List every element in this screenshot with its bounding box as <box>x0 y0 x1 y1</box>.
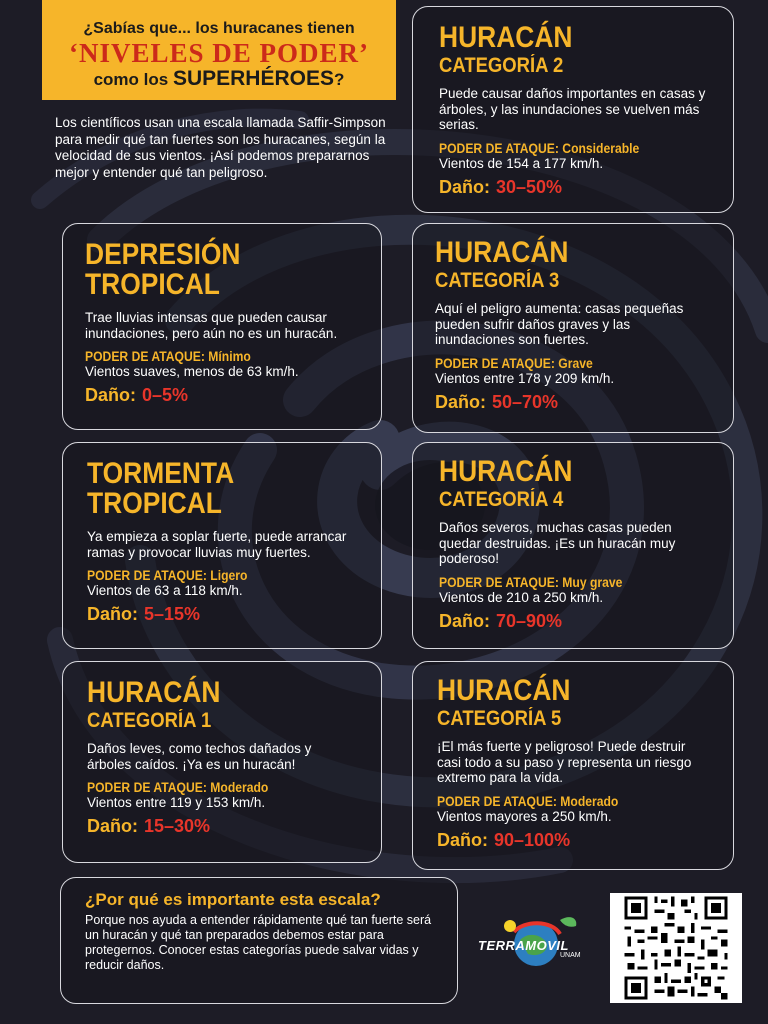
card-tormenta-tropical <box>62 442 382 649</box>
card-title: HURACÁN <box>439 21 573 54</box>
damage-label: Daño: <box>439 610 490 631</box>
card-description: ¡El más fuerte y peligroso! Puede destruir casi todo a su paso y representa un riesgo extremo para la vida. <box>437 739 692 785</box>
card-title: HURACÁN <box>437 674 571 707</box>
intro-paragraph: Los científicos usan una escala llamada Saffir-Simpson para medir qué tan fuertes son los huracanes, según la velocidad de sus vientos. ¡Así podemos prepararnos mejor y entender qué tan peligroso. <box>55 115 386 180</box>
card-subtitle: CATEGORÍA 3 <box>435 269 560 292</box>
card-subtitle: TROPICAL <box>85 268 220 301</box>
importance-question: ¿Por qué es importante esta escala? <box>85 890 381 909</box>
wind-speed: Vientos entre 119 y 153 km/h. <box>87 795 266 810</box>
card-subtitle: TROPICAL <box>87 487 222 520</box>
card-title: HURACÁN <box>435 236 569 269</box>
wind-speed: Vientos entre 178 y 209 km/h. <box>435 370 615 386</box>
card-description: Daños leves, como techos dañados y árboles caídos. ¡Ya es un huracán! <box>87 741 312 772</box>
attack-power: PODER DE ATAQUE: Moderado <box>437 793 619 809</box>
card-title: TORMENTA <box>87 457 235 490</box>
logo-subtitle: UNAM <box>560 952 581 959</box>
damage-row <box>439 611 707 632</box>
damage-value: 90–100% <box>494 829 571 850</box>
damage-value: 0–5% <box>142 385 189 405</box>
damage-label: Daño: <box>85 385 136 405</box>
logo-name: TERRAMOVIL <box>478 938 569 953</box>
card-depresion-tropical <box>62 223 382 430</box>
damage-row <box>439 177 707 198</box>
card-description: Trae lluvias intensas que pueden causar inundaciones, pero aún no es un huracán. <box>85 310 338 341</box>
card-description: Ya empieza a soplar fuerte, puede arrancar ramas y provocar lluvias muy fuertes. <box>87 529 347 560</box>
damage-row <box>87 816 357 837</box>
attack-power: PODER DE ATAQUE: Moderado <box>87 780 269 795</box>
wind-speed: Vientos suaves, menos de 63 km/h. <box>85 364 299 379</box>
card-huracan-cat2 <box>412 6 734 213</box>
card-subtitle: CATEGORÍA 1 <box>87 709 212 732</box>
card-title: HURACÁN <box>439 455 573 488</box>
damage-label: Daño: <box>439 176 490 197</box>
headline-line-3 <box>42 68 396 91</box>
wind-speed: Vientos de 63 a 118 km/h. <box>87 583 243 598</box>
headline-line-3a: como los <box>93 70 169 89</box>
damage-row <box>435 392 711 413</box>
damage-label: Daño: <box>87 816 138 836</box>
headline-box <box>42 0 396 100</box>
importance-answer: Porque nos ayuda a entender rápidamente qué tan fuerte será un huracán y qué tan preparados debemos estar para protegernos. Conocer estas categorías puede salvar vidas y reducir daños. <box>85 913 432 972</box>
card-description: Puede causar daños importantes en casas y árboles, y las inundaciones se vuelven más serias. <box>439 86 706 132</box>
damage-row <box>85 385 359 406</box>
card-huracan-cat1 <box>62 661 382 863</box>
damage-label: Daño: <box>437 829 488 850</box>
damage-value: 30–50% <box>496 176 563 197</box>
card-huracan-cat3 <box>412 223 734 433</box>
damage-value: 15–30% <box>144 816 211 836</box>
damage-row <box>437 830 709 851</box>
attack-power: PODER DE ATAQUE: Grave <box>435 355 593 371</box>
card-description: Daños severos, muchas casas pueden quedar destruidas. ¡Es un huracán muy poderoso! <box>439 520 676 566</box>
card-subtitle: CATEGORÍA 2 <box>439 54 564 77</box>
wind-speed: Vientos de 210 a 250 km/h. <box>439 589 604 605</box>
damage-value: 70–90% <box>496 610 563 631</box>
wind-speed: Vientos mayores a 250 km/h. <box>437 808 612 824</box>
damage-value: 50–70% <box>492 391 559 412</box>
importance-box <box>60 877 458 1004</box>
card-title: HURACÁN <box>87 676 221 709</box>
card-title: DEPRESIÓN <box>85 238 241 271</box>
attack-power: PODER DE ATAQUE: Considerable <box>439 140 640 156</box>
attack-power: PODER DE ATAQUE: Ligero <box>87 568 248 583</box>
card-subtitle: CATEGORÍA 4 <box>439 488 564 511</box>
card-huracan-cat5 <box>412 661 734 870</box>
damage-label: Daño: <box>435 391 486 412</box>
qr-code-icon[interactable] <box>610 893 742 1003</box>
damage-label: Daño: <box>87 604 138 624</box>
headline-superheroes: SUPERHÉROES <box>172 67 334 90</box>
card-description: Aquí el peligro aumenta: casas pequeñas pueden sufrir daños graves y las inundaciones son fuertes. <box>435 301 684 347</box>
card-subtitle: CATEGORÍA 5 <box>437 707 562 730</box>
headline-line-2: ‘NIVELES DE PODER’ <box>68 38 370 68</box>
headline-line-3c: ? <box>334 70 345 89</box>
damage-row <box>87 604 357 625</box>
wind-speed: Vientos de 154 a 177 km/h. <box>439 155 604 171</box>
card-huracan-cat4 <box>412 442 734 649</box>
attack-power: PODER DE ATAQUE: Muy grave <box>439 574 623 590</box>
attack-power: PODER DE ATAQUE: Mínimo <box>85 349 251 364</box>
headline-line-1: ¿Sabías que... los huracanes tienen <box>83 20 355 37</box>
damage-value: 5–15% <box>144 604 201 624</box>
